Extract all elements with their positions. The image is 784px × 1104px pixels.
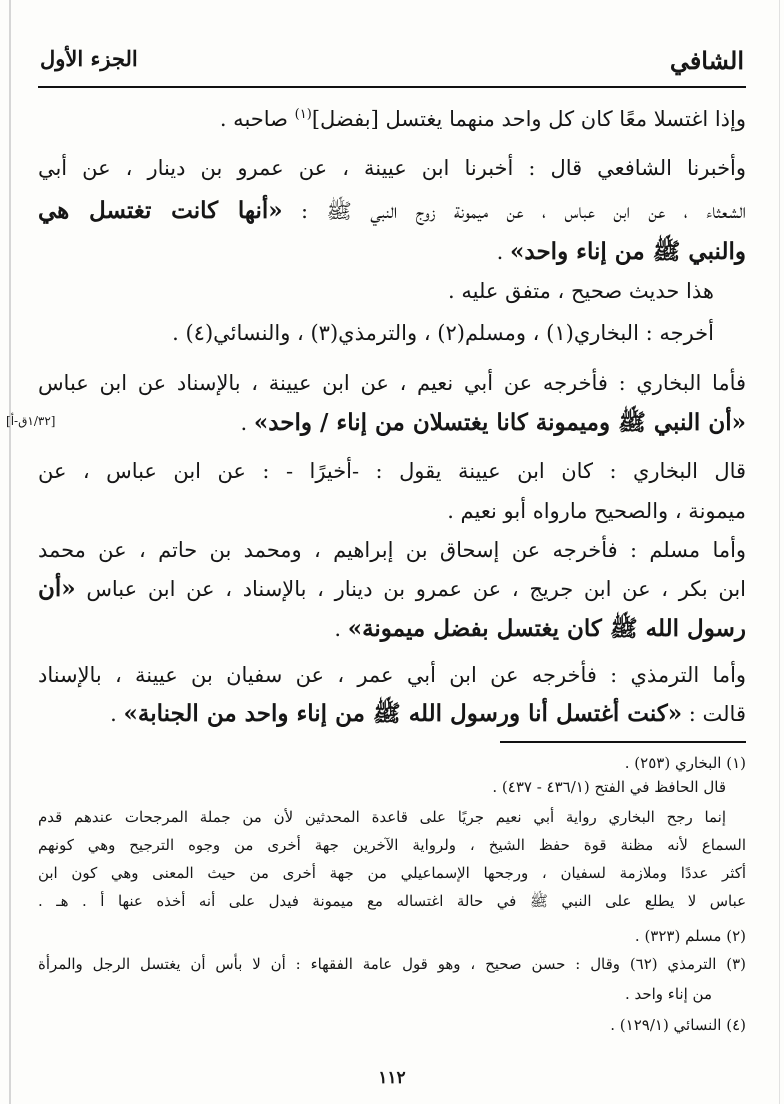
body-line: قال البخاري : كان ابن عيينة يقول : -أخيرًا - : عن ابن عباس ، عن xyxy=(38,459,746,483)
body-line: «أن النبي ﷺ وميمونة كانا يغتسلان من إناء / واحد» . xyxy=(240,409,746,436)
footnote: أكثر عددًا وملازمة لسفيان ، ورجحها الإسماعيلي من جهة أخرى من حيث المعنى وهي كون ابن xyxy=(38,864,746,882)
footnote: السماع لأنه مظنة قوة حفظ الشيخ ، ولرواية الآخرين جهة أخرى من وجوه الترجيح وهي كونهم xyxy=(38,836,746,854)
page-number: ١١٢ xyxy=(378,1068,406,1088)
body-line: والنبي ﷺ من إناء واحد» . xyxy=(496,238,746,265)
footnote: (١) البخاري (٢٥٣) . xyxy=(624,754,746,772)
hadith-text: «أن النبي ﷺ وميمونة كانا يغتسلان من إناء / واحد» xyxy=(253,409,746,436)
footnote: (٤) النسائي (١٢٩/١) . xyxy=(610,1016,746,1034)
body-line: قالت : «كنت أغتسل أنا ورسول الله ﷺ من إناء واحد من الجنابة» . xyxy=(110,700,746,727)
page-header xyxy=(38,44,746,84)
hadith-text: والنبي ﷺ من إناء واحد» xyxy=(510,238,746,265)
body-line: هذا حديث صحيح ، متفق عليه . xyxy=(448,279,714,303)
body-line: الشعثاء ، عن ابن عباس ، عن ميمونة زوج النبي ﷺ : «أنها كانت تغتسل هي xyxy=(38,197,746,224)
hadith-text: «كنت أغتسل أنا ورسول الله ﷺ من إناء واحد من الجنابة» xyxy=(123,700,683,727)
footnote-rule xyxy=(500,741,746,743)
footnote: (٢) مسلم (٣٢٣) . xyxy=(634,927,746,945)
hadith-text: «أنها كانت تغتسل هي xyxy=(38,197,283,224)
body-line: ميمونة ، والصحيح مارواه أبو نعيم . xyxy=(447,499,746,523)
book-title: الشافي xyxy=(669,46,744,75)
scan-edge-right xyxy=(779,0,780,1104)
body-line: وأما الترمذي : فأخرجه عن ابن أبي عمر ، عن سفيان بن عيينة ، بالإسناد xyxy=(38,663,746,687)
body-line: أخرجه : البخاري(١) ، ومسلم(٢) ، والترمذي(٣) ، والنسائي(٤) . xyxy=(172,321,714,345)
manuscript-folio-note: [١/٣٢ق-أ] xyxy=(6,414,56,428)
hadith-text: رسول الله ﷺ كان يغتسل بفضل ميمونة» xyxy=(347,615,746,642)
body-line: وأما مسلم : فأخرجه عن إسحاق بن إبراهيم ، ومحمد بن حاتم ، عن محمد xyxy=(38,538,746,562)
scan-edge-left xyxy=(9,0,11,1104)
footnote-ref: (١) xyxy=(294,107,312,122)
body-line: فأما البخاري : فأخرجه عن أبي نعيم ، عن ابن عيينة ، بالإسناد عن ابن عباس xyxy=(38,371,746,395)
footnote: قال الحافظ في الفتح (٤٣٦/١ - ٤٣٧) . xyxy=(492,778,726,796)
volume-label: الجزء الأول xyxy=(40,46,138,71)
body-line: وأخبرنا الشافعي قال : أخبرنا ابن عيينة ، عن عمرو بن دينار ، عن أبي xyxy=(38,156,746,180)
footnote: من إناء واحد . xyxy=(624,985,712,1003)
footnote: (٣) الترمذي (٦٢) وقال : حسن صحيح ، وهو قول عامة الفقهاء : أن لا بأس أن يغتسل الرجل والمرأة xyxy=(38,955,746,973)
header-rule xyxy=(38,86,746,88)
body-line: وإذا اغتسلا معًا كان كل واحد منهما يغتسل [بفضل]$^{(١)}$ صاحبه . xyxy=(219,107,746,131)
footnote: إنما رجح البخاري رواية أبي نعيم جريًا على قاعدة المحدثين لأن من جملة المرجحات عندهم قدم xyxy=(38,808,726,826)
hadith-text: «أن xyxy=(38,575,76,602)
body-line: رسول الله ﷺ كان يغتسل بفضل ميمونة» . xyxy=(334,615,746,642)
footnote: عباس لا يطلع على النبي ﷺ في حالة اغتساله مع ميمونة فيدل على أنه أخذه عنها أ . هـ . xyxy=(38,892,746,910)
body-line: ابن بكر ، عن ابن جريج ، عن عمرو بن دينار ، بالإسناد ، عن ابن عباس «أن xyxy=(38,575,746,602)
